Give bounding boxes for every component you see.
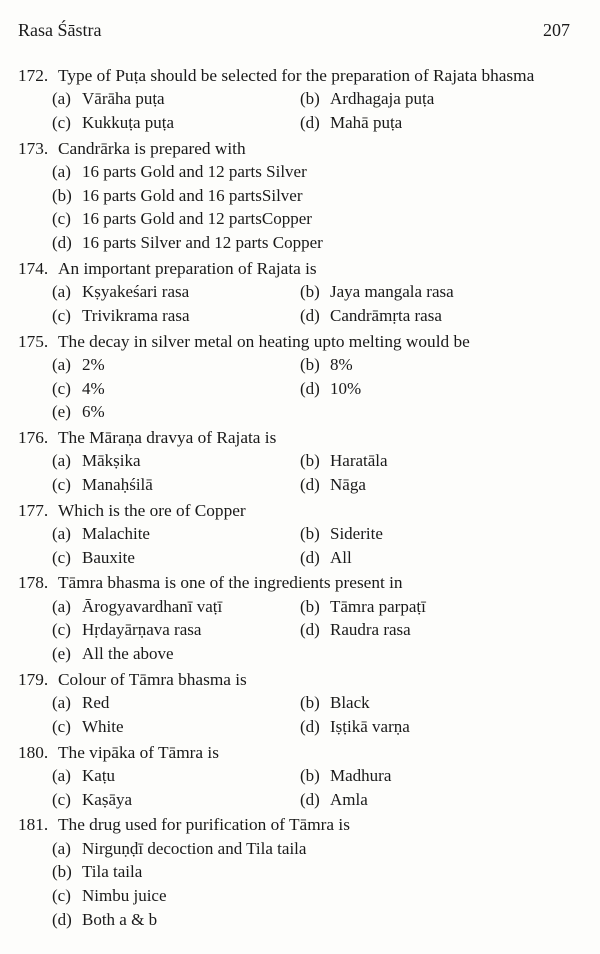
- option-text: 2%: [82, 354, 105, 374]
- answer-option: [52, 886, 167, 906]
- question-stem: The decay in silver metal on heating upto melting would be: [58, 331, 470, 351]
- option-text: Kaṣāya: [82, 789, 133, 809]
- option-text: Kṣyakeśari rasa: [82, 282, 190, 302]
- question-text: [18, 668, 588, 692]
- option-text: 10%: [330, 378, 362, 398]
- option-text: Ārogyavardhanī vaṭī: [82, 596, 223, 616]
- answer-option: [300, 693, 370, 713]
- option-row: [52, 377, 588, 401]
- option-text: Tāmra parpaṭī: [330, 596, 426, 616]
- option-row: [52, 522, 588, 546]
- option-row: [52, 837, 588, 861]
- question-stem: The drug used for purification of Tāmra is: [58, 815, 350, 835]
- option-label: (b): [52, 862, 72, 882]
- answer-option: [300, 282, 454, 302]
- answer-option: [52, 766, 300, 786]
- option-row: [52, 691, 588, 715]
- answer-option: [52, 186, 303, 206]
- option-row: [52, 160, 588, 184]
- answer-option: [52, 89, 300, 109]
- option-row: [52, 208, 588, 232]
- question-stem: An important preparation of Rajata is: [58, 258, 317, 278]
- question-item: [18, 64, 588, 135]
- option-list: [52, 88, 588, 135]
- option-text: Mahā puṭa: [330, 112, 403, 132]
- question-item: [18, 426, 588, 497]
- option-text: Amla: [330, 789, 368, 809]
- question-stem: Which is the ore of Copper: [58, 500, 246, 520]
- answer-option: [300, 766, 391, 786]
- question-number: 176.: [18, 427, 49, 447]
- answer-option: [52, 233, 323, 253]
- question-item: [18, 668, 588, 739]
- option-label: (b): [300, 89, 320, 109]
- option-row: [52, 88, 588, 112]
- answer-option: [52, 402, 300, 422]
- option-label: (c): [52, 305, 71, 325]
- option-label: (c): [52, 620, 71, 640]
- question-number: 178.: [18, 573, 49, 593]
- option-text: Vārāha puṭa: [82, 89, 165, 109]
- option-label: (a): [52, 162, 71, 182]
- question-list: [18, 64, 588, 933]
- answer-option: [52, 282, 300, 302]
- option-text: Ardhagaja puṭa: [330, 89, 435, 109]
- option-text: Mākṣika: [82, 451, 141, 471]
- option-row: [52, 546, 588, 570]
- option-label: (d): [300, 305, 320, 325]
- option-text: Jaya mangala rasa: [330, 282, 454, 302]
- option-label: (b): [300, 693, 320, 713]
- question-item: [18, 571, 588, 665]
- option-label: (c): [52, 716, 71, 736]
- option-label: (b): [300, 282, 320, 302]
- option-row: [52, 642, 588, 666]
- option-text: All: [330, 547, 352, 567]
- question-number: 181.: [18, 815, 49, 835]
- question-item: [18, 330, 588, 424]
- answer-option: [52, 209, 312, 229]
- option-text: Candrāmṛta rasa: [330, 305, 442, 325]
- question-number: 174.: [18, 258, 49, 278]
- option-row: [52, 184, 588, 208]
- answer-option: [300, 597, 426, 617]
- answer-option: [52, 475, 300, 495]
- option-list: [52, 764, 588, 811]
- option-label: (b): [300, 354, 320, 374]
- answer-option: [52, 548, 300, 568]
- answer-option: [300, 475, 366, 495]
- question-number: 180.: [18, 742, 49, 762]
- option-list: [52, 691, 588, 738]
- answer-option: [52, 597, 300, 617]
- option-row: [52, 353, 588, 377]
- question-stem: Candrārka is prepared with: [58, 138, 246, 158]
- option-text: 16 parts Gold and 12 parts Silver: [82, 162, 307, 182]
- option-list: [52, 450, 588, 497]
- option-row: [52, 861, 588, 885]
- answer-option: [52, 162, 307, 182]
- option-list: [52, 353, 588, 424]
- option-label: (a): [52, 89, 71, 109]
- option-text: Kukkuṭa puṭa: [82, 112, 175, 132]
- option-text: Haratāla: [330, 451, 388, 471]
- option-text: 4%: [82, 378, 105, 398]
- option-label: (d): [300, 716, 320, 736]
- question-text: [18, 137, 588, 161]
- answer-option: [52, 644, 300, 664]
- option-row: [52, 908, 588, 932]
- option-row: [52, 788, 588, 812]
- option-label: (d): [300, 620, 320, 640]
- option-text: Tila taila: [82, 862, 143, 882]
- answer-option: [300, 451, 388, 471]
- option-label: (d): [300, 789, 320, 809]
- option-list: [52, 280, 588, 327]
- answer-option: [300, 113, 402, 133]
- option-text: Siderite: [330, 524, 383, 544]
- question-item: [18, 137, 588, 255]
- question-stem: Colour of Tāmra bhasma is: [58, 669, 247, 689]
- question-stem: Tāmra bhasma is one of the ingredients present in: [58, 573, 403, 593]
- answer-option: [52, 524, 300, 544]
- option-row: [52, 619, 588, 643]
- question-text: [18, 426, 588, 450]
- question-number: 179.: [18, 669, 49, 689]
- option-row: [52, 473, 588, 497]
- option-label: (c): [52, 474, 71, 494]
- option-row: [52, 304, 588, 328]
- option-label: (b): [52, 185, 72, 205]
- question-number: 175.: [18, 331, 49, 351]
- question-text: [18, 813, 588, 837]
- option-text: Bauxite: [82, 547, 135, 567]
- option-row: [52, 595, 588, 619]
- answer-option: [300, 790, 368, 810]
- answer-option: [300, 379, 361, 399]
- option-row: [52, 400, 588, 424]
- question-item: [18, 813, 588, 931]
- answer-option: [52, 790, 300, 810]
- option-label: (b): [300, 451, 320, 471]
- option-list: [52, 595, 588, 666]
- answer-option: [52, 693, 300, 713]
- question-stem: Type of Puṭa should be selected for the preparation of Rajata bhasma: [58, 66, 535, 85]
- option-label: (a): [52, 354, 71, 374]
- option-label: (d): [52, 232, 72, 252]
- answer-option: [52, 355, 300, 375]
- option-text: Nirguṇḍī decoction and Tila taila: [82, 838, 307, 858]
- option-text: 8%: [330, 354, 353, 374]
- option-label: (a): [52, 282, 71, 302]
- option-row: [52, 450, 588, 474]
- option-label: (d): [300, 378, 320, 398]
- answer-option: [52, 839, 306, 859]
- option-text: All the above: [82, 644, 174, 664]
- question-text: [18, 257, 588, 281]
- answer-option: [52, 620, 300, 640]
- question-stem: The vipāka of Tāmra is: [58, 742, 219, 762]
- option-label: (d): [300, 112, 320, 132]
- option-text: White: [82, 716, 124, 736]
- option-text: 16 parts Silver and 12 parts Copper: [82, 232, 323, 252]
- answer-option: [300, 524, 383, 544]
- question-number: 173.: [18, 138, 49, 158]
- question-item: [18, 257, 588, 328]
- option-label: (d): [300, 547, 320, 567]
- option-text: Iṣṭikā varṇa: [330, 716, 410, 736]
- option-label: (a): [52, 693, 71, 713]
- option-label: (e): [52, 402, 71, 422]
- option-row: [52, 111, 588, 135]
- option-label: (a): [52, 451, 71, 471]
- option-text: Nāga: [330, 474, 366, 494]
- option-text: 6%: [82, 402, 105, 422]
- running-title: Rasa Śāstra: [18, 20, 102, 40]
- answer-option: [300, 717, 410, 737]
- option-label: (c): [52, 112, 71, 132]
- option-label: (a): [52, 524, 71, 544]
- option-row: [52, 715, 588, 739]
- option-label: (c): [52, 547, 71, 567]
- answer-option: [52, 717, 300, 737]
- option-text: Manaḥśilā: [82, 474, 153, 494]
- option-text: 16 parts Gold and 16 partsSilver: [82, 185, 303, 205]
- answer-option: [52, 113, 300, 133]
- question-text: [18, 330, 588, 354]
- option-text: Red: [82, 693, 110, 713]
- option-label: (b): [300, 524, 320, 544]
- question-text: [18, 571, 588, 595]
- option-row: [52, 764, 588, 788]
- option-text: 16 parts Gold and 12 partsCopper: [82, 209, 312, 229]
- option-label: (c): [52, 209, 71, 229]
- option-text: Black: [330, 693, 370, 713]
- answer-option: [52, 451, 300, 471]
- question-text: [18, 499, 588, 523]
- option-label: (c): [52, 885, 71, 905]
- running-header: [18, 20, 570, 41]
- page-number: 207: [543, 20, 570, 40]
- option-text: Both a & b: [82, 909, 158, 929]
- option-row: [52, 884, 588, 908]
- answer-option: [300, 355, 353, 375]
- option-label: (e): [52, 644, 71, 664]
- option-list: [52, 837, 588, 931]
- option-label: (c): [52, 378, 71, 398]
- question-number: 177.: [18, 500, 49, 520]
- option-label: (d): [300, 474, 320, 494]
- option-text: Nimbu juice: [82, 885, 167, 905]
- answer-option: [300, 89, 434, 109]
- option-text: Malachite: [82, 524, 150, 544]
- option-label: (b): [300, 766, 320, 786]
- option-label: (a): [52, 838, 71, 858]
- option-list: [52, 522, 588, 569]
- option-text: Hṛdayārṇava rasa: [82, 620, 202, 640]
- option-row: [52, 280, 588, 304]
- question-number: 172.: [18, 66, 49, 85]
- answer-option: [52, 862, 142, 882]
- option-label: (c): [52, 789, 71, 809]
- option-label: (b): [300, 596, 320, 616]
- option-text: Kaṭu: [82, 766, 116, 786]
- option-label: (a): [52, 766, 71, 786]
- option-text: Raudra rasa: [330, 620, 411, 640]
- question-text: [18, 741, 588, 765]
- option-label: (a): [52, 596, 71, 616]
- question-stem: The Māraṇa dravya of Rajata is: [58, 427, 277, 447]
- option-text: Trivikrama rasa: [82, 305, 190, 325]
- answer-option: [300, 548, 352, 568]
- option-label: (d): [52, 909, 72, 929]
- answer-option: [300, 620, 411, 640]
- option-row: [52, 231, 588, 255]
- question-item: [18, 499, 588, 570]
- answer-option: [300, 306, 442, 326]
- question-text: [18, 64, 588, 88]
- option-list: [52, 160, 588, 254]
- answer-option: [52, 379, 300, 399]
- answer-option: [52, 910, 157, 930]
- answer-option: [52, 306, 300, 326]
- option-text: Madhura: [330, 766, 392, 786]
- question-item: [18, 741, 588, 812]
